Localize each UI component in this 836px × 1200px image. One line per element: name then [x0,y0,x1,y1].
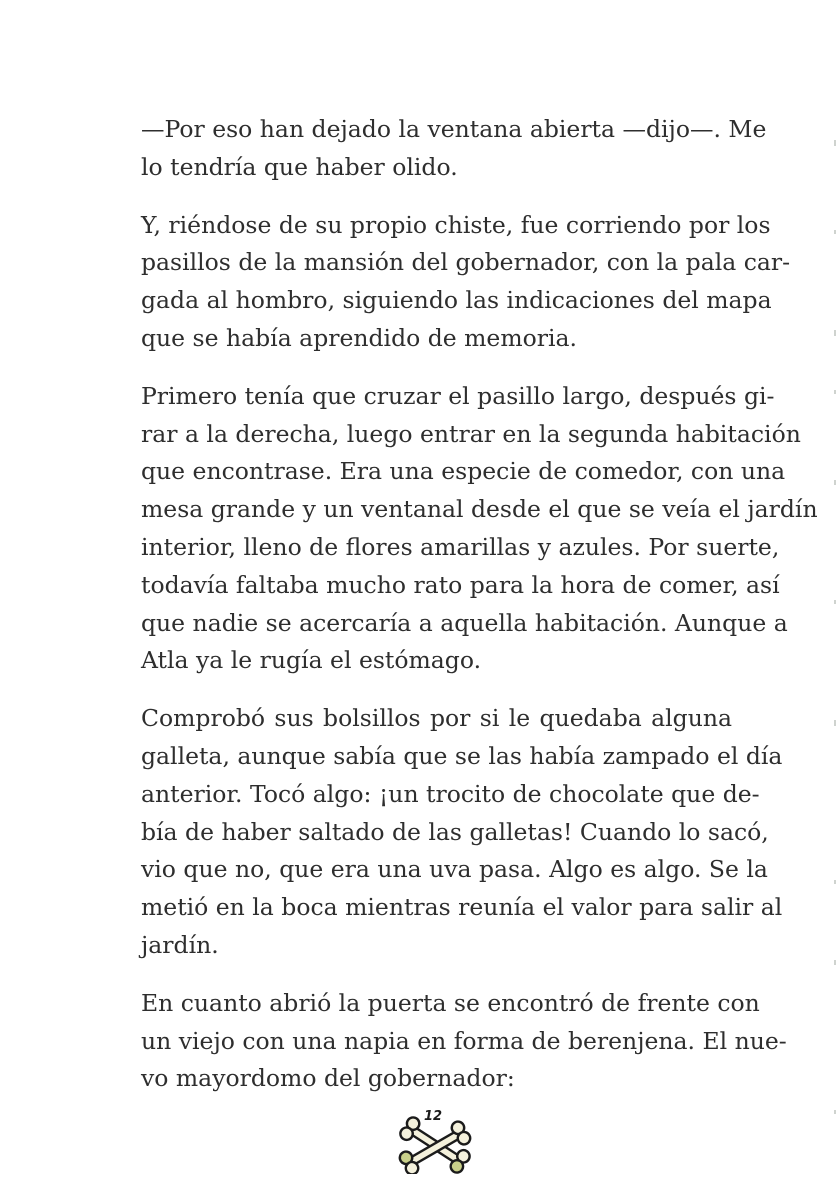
book-page-text [110,111,818,1118]
text-line: Atla ya le rugía el estómago. [141,646,482,675]
text-line: galleta, aunque sabía que se las había zampado el día [141,741,783,770]
text-line: jardín. [141,930,219,959]
text-line: anterior. Tocó algo: ¡un trocito de chocolate que de- [141,779,760,808]
text-line: Comprobó sus bolsillos por si le quedaba alguna [141,704,732,733]
text-line: gada al hombro, siguiendo las indicaciones del mapa [141,286,772,315]
text-line: —Por eso han dejado la ventana abierta —dijo—. Me [141,115,767,143]
text-line: metió en la boca mientras reunía el valor para salir al [141,893,783,922]
text-line: que encontrase. Era una especie de comedor, con una [141,457,786,486]
page-edge-marks [830,0,836,1200]
text-line: rar a la derecha, luego entrar en la segunda habitación [141,419,801,448]
paragraph [110,207,791,358]
paragraph [110,700,783,965]
text-line: pasillos de la mansión del gobernador, con la pala car- [141,248,791,277]
text-line: vo mayordomo del gobernador: [141,1064,515,1093]
page-number: 12 [424,1109,443,1124]
paragraph [110,111,767,187]
text-line: que nadie se acercaría a aquella habitación. Aunque a [141,608,788,637]
text-line: Y, riéndose de su propio chiste, fue corriendo por los [141,210,771,239]
text-line: vio que no, que era una uva pasa. Algo es algo. Se la [141,855,768,884]
text-line: En cuanto abrió la puerta se encontró de frente con [141,988,760,1017]
text-line: bía de haber saltado de las galletas! Cuando lo sacó, [141,817,769,846]
text-line: lo tendría que haber olido. [141,152,458,181]
text-line: mesa grande y un ventanal desde el que se veía el jardín [141,495,818,524]
paragraph [110,378,818,680]
text-line: todavía faltaba mucho rato para la hora de comer, así [141,570,780,599]
text-line: un viejo con una napia en forma de berenjena. El nue- [141,1026,787,1055]
text-line: interior, lleno de flores amarillas y azules. Por suerte, [141,532,780,561]
page-footer [396,1110,474,1174]
paragraph [110,985,787,1098]
text-line: Primero tenía que cruzar el pasillo largo, después gi- [141,381,775,410]
text-line: que se había aprendido de memoria. [141,323,578,352]
